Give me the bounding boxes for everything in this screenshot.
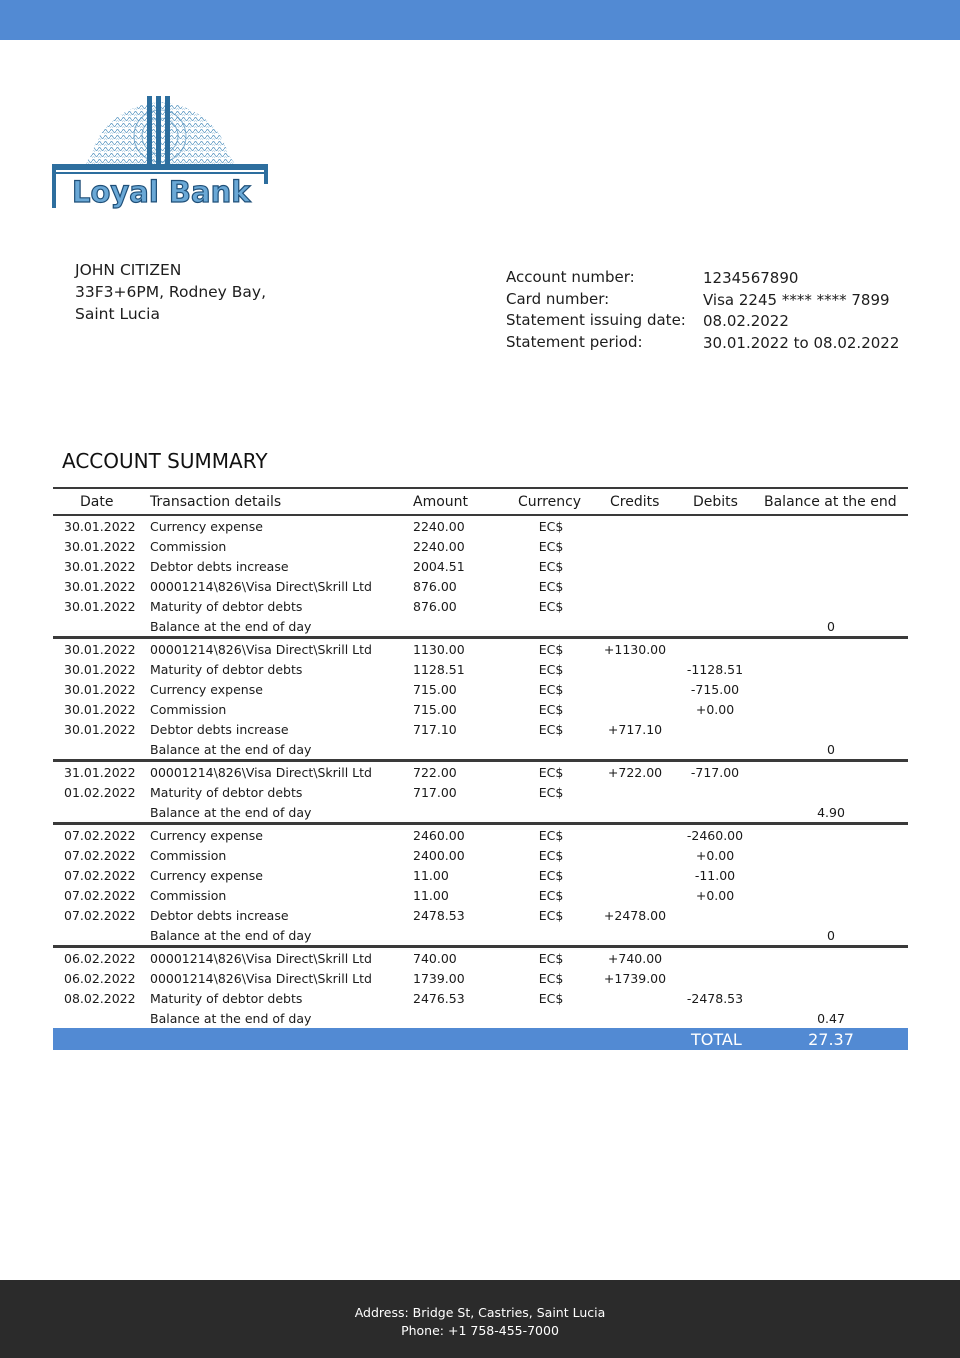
table-row [53, 906, 908, 926]
bank-logo [50, 92, 270, 214]
row-currency: EC$ [538, 785, 564, 800]
header-balance: Balance at the end [764, 494, 897, 510]
row-currency: EC$ [538, 579, 564, 594]
row-amount: 722.00 [413, 765, 457, 780]
row-date: 08.02.2022 [64, 991, 136, 1006]
table-row [53, 989, 908, 1009]
header-amount: Amount [413, 494, 469, 510]
account-number-label: Account number: [506, 268, 635, 286]
issue-date-label: Statement issuing date: [506, 311, 686, 329]
row-amount: 11.00 [413, 868, 449, 883]
row-amount: 11.00 [413, 888, 449, 903]
row-credits: +1130.00 [603, 642, 667, 657]
row-date: 30.01.2022 [64, 559, 136, 574]
row-date: 01.02.2022 [64, 785, 136, 800]
row-currency: EC$ [538, 908, 564, 923]
row-date: 07.02.2022 [64, 828, 136, 843]
row-details: Commission [150, 848, 227, 863]
balance-label: Balance at the end of day [150, 805, 312, 820]
row-details: Debtor debts increase [150, 722, 289, 737]
row-date: 30.01.2022 [64, 642, 136, 657]
row-details: Commission [150, 539, 227, 554]
customer-block [75, 259, 266, 325]
row-date: 07.02.2022 [64, 848, 136, 863]
row-date: 07.02.2022 [64, 908, 136, 923]
balance-label: Balance at the end of day [150, 619, 312, 634]
row-currency: EC$ [538, 991, 564, 1006]
row-amount: 2460.00 [413, 828, 465, 843]
table-row [53, 557, 908, 577]
row-date: 07.02.2022 [64, 888, 136, 903]
row-currency: EC$ [538, 828, 564, 843]
row-date: 30.01.2022 [64, 662, 136, 677]
row-amount: 2400.00 [413, 848, 465, 863]
table-row [53, 577, 908, 597]
balance-row [53, 1009, 908, 1028]
row-details: Maturity of debtor debts [150, 662, 303, 677]
row-currency: EC$ [538, 702, 564, 717]
bank-logo-mark [50, 92, 270, 214]
row-details: 00001214\826\Visa Direct\Skrill Ltd [150, 579, 372, 594]
table-row [53, 846, 908, 866]
row-amount: 717.00 [413, 785, 457, 800]
row-credits: +1739.00 [603, 971, 667, 986]
row-debits: +0.00 [695, 888, 735, 903]
row-details: 00001214\826\Visa Direct\Skrill Ltd [150, 765, 372, 780]
customer-address-line1: 33F3+6PM, Rodney Bay, [75, 283, 267, 301]
footer [0, 1280, 960, 1358]
row-details: 00001214\826\Visa Direct\Skrill Ltd [150, 642, 372, 657]
logo-wordmark: Loyal Bank [72, 175, 251, 209]
table-row [53, 949, 908, 969]
row-details: Debtor debts increase [150, 908, 289, 923]
row-amount: 1739.00 [413, 971, 465, 986]
header-details: Transaction details [150, 494, 282, 510]
row-date: 30.01.2022 [64, 539, 136, 554]
row-date: 30.01.2022 [64, 579, 136, 594]
row-details: Currency expense [150, 868, 263, 883]
row-currency: EC$ [538, 888, 564, 903]
row-details: Currency expense [150, 519, 263, 534]
row-currency: EC$ [538, 971, 564, 986]
row-currency: EC$ [538, 599, 564, 614]
transaction-group [53, 516, 908, 639]
row-currency: EC$ [538, 722, 564, 737]
issue-date-value: 08.02.2022 [703, 312, 789, 330]
balance-row [53, 803, 908, 822]
balance-value: 0.47 [817, 1011, 845, 1026]
row-currency: EC$ [538, 559, 564, 574]
table-row [53, 660, 908, 680]
balance-label: Balance at the end of day [150, 742, 312, 757]
table-row [53, 969, 908, 989]
table-row [53, 640, 908, 660]
balance-value: 4.90 [817, 805, 845, 820]
customer-address-line2: Saint Lucia [75, 305, 160, 323]
row-currency: EC$ [538, 539, 564, 554]
balance-value: 0 [827, 928, 835, 943]
header-date: Date [80, 494, 114, 510]
balance-row [53, 740, 908, 759]
account-number-value: 1234567890 [703, 269, 799, 287]
statement-period-label: Statement period: [506, 332, 643, 351]
transaction-group [53, 639, 908, 762]
transaction-group [53, 762, 908, 825]
row-debits: -717.00 [690, 765, 740, 780]
row-amount: 2240.00 [413, 519, 465, 534]
row-amount: 1130.00 [413, 642, 465, 657]
row-details: Debtor debts increase [150, 559, 289, 574]
row-currency: EC$ [538, 848, 564, 863]
header-currency: Currency [518, 494, 582, 510]
total-value: 27.37 [808, 1030, 854, 1049]
account-values [703, 268, 899, 354]
card-number-label: Card number: [506, 289, 610, 308]
card-number-value: Visa 2245 **** **** 7899 [703, 290, 890, 309]
row-credits: +2478.00 [603, 908, 667, 923]
balance-value: 0 [827, 742, 835, 757]
row-date: 30.01.2022 [64, 702, 136, 717]
row-debits: -11.00 [694, 868, 736, 883]
table-row [53, 700, 908, 720]
row-details: Currency expense [150, 682, 263, 697]
total-bar [53, 1028, 908, 1050]
transaction-group [53, 825, 908, 948]
row-credits: +722.00 [607, 765, 663, 780]
row-date: 30.01.2022 [64, 722, 136, 737]
table-row [53, 783, 908, 803]
row-currency: EC$ [538, 868, 564, 883]
row-amount: 876.00 [413, 579, 457, 594]
row-details: 00001214\826\Visa Direct\Skrill Ltd [150, 971, 372, 986]
row-debits: -715.00 [690, 682, 740, 697]
top-accent-bar [0, 0, 960, 40]
balance-label: Balance at the end of day [150, 1011, 312, 1026]
balance-row [53, 617, 908, 636]
table-row [53, 826, 908, 846]
table-row [53, 720, 908, 740]
row-debits: -1128.51 [686, 662, 744, 677]
balance-label: Balance at the end of day [150, 928, 312, 943]
row-amount: 876.00 [413, 599, 457, 614]
row-currency: EC$ [538, 682, 564, 697]
footer-address: Address: Bridge St, Castries, Saint Lucia [354, 1305, 606, 1320]
row-debits: -2478.53 [686, 991, 744, 1006]
row-date: 30.01.2022 [64, 682, 136, 697]
row-date: 31.01.2022 [64, 765, 136, 780]
row-credits: +717.10 [607, 722, 663, 737]
table-row [53, 886, 908, 906]
row-details: Currency expense [150, 828, 263, 843]
total-label: TOTAL [691, 1030, 742, 1049]
row-date: 07.02.2022 [64, 868, 136, 883]
table-row [53, 866, 908, 886]
row-amount: 2240.00 [413, 539, 465, 554]
row-amount: 717.10 [413, 722, 457, 737]
row-date: 06.02.2022 [64, 971, 136, 986]
footer-phone: Phone: +1 758-455-7000 [401, 1323, 559, 1338]
row-currency: EC$ [538, 642, 564, 657]
row-currency: EC$ [538, 519, 564, 534]
table-row [53, 680, 908, 700]
row-debits: +0.00 [695, 702, 735, 717]
row-details: 00001214\826\Visa Direct\Skrill Ltd [150, 951, 372, 966]
table-row [53, 517, 908, 537]
statement-period-value: 30.01.2022 to 08.02.2022 [703, 333, 900, 352]
table-row [53, 537, 908, 557]
balance-row [53, 926, 908, 945]
row-amount: 2476.53 [413, 991, 465, 1006]
row-amount: 2004.51 [413, 559, 465, 574]
row-date: 30.01.2022 [64, 519, 136, 534]
transaction-groups [53, 516, 908, 1028]
row-date: 06.02.2022 [64, 951, 136, 966]
row-date: 30.01.2022 [64, 599, 136, 614]
row-credits: +740.00 [607, 951, 663, 966]
transaction-group [53, 948, 908, 1028]
table-header [53, 487, 908, 516]
row-currency: EC$ [538, 951, 564, 966]
header-credits: Credits [610, 494, 660, 510]
row-details: Commission [150, 702, 227, 717]
row-currency: EC$ [538, 662, 564, 677]
row-details: Commission [150, 888, 227, 903]
account-summary-title: ACCOUNT SUMMARY [62, 449, 268, 473]
table-row [53, 597, 908, 617]
row-amount: 1128.51 [413, 662, 465, 677]
row-amount: 715.00 [413, 702, 457, 717]
table-row [53, 763, 908, 783]
row-details: Maturity of debtor debts [150, 599, 303, 614]
statement-table [53, 487, 908, 1050]
header-debits: Debits [693, 494, 738, 510]
row-debits: +0.00 [695, 848, 735, 863]
customer-name: JOHN CITIZEN [75, 261, 182, 279]
row-amount: 2478.53 [413, 908, 465, 923]
row-debits: -2460.00 [686, 828, 744, 843]
account-labels [506, 267, 686, 353]
row-currency: EC$ [538, 765, 564, 780]
row-details: Maturity of debtor debts [150, 991, 303, 1006]
balance-value: 0 [827, 619, 835, 634]
row-amount: 715.00 [413, 682, 457, 697]
row-amount: 740.00 [413, 951, 457, 966]
row-details: Maturity of debtor debts [150, 785, 303, 800]
